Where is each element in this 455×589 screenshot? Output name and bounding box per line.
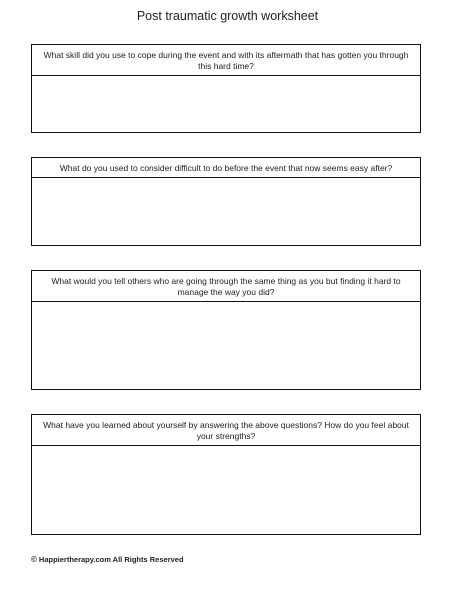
page-title: Post traumatic growth worksheet: [136, 9, 319, 23]
question-4-text: What have you learned about yourself by answering the above questions? How do you feel about your strengths?: [32, 415, 420, 446]
copyright-icon: ©: [31, 555, 37, 564]
answer-1-field[interactable]: [32, 76, 420, 132]
question-box-2: [31, 157, 421, 246]
question-1-text: What skill did you use to cope during the event and with its aftermath that has gotten you through this hard time?: [32, 45, 420, 76]
question-box-1: [31, 44, 421, 133]
question-box-4: [31, 414, 421, 535]
answer-4-field[interactable]: [32, 446, 420, 534]
footer: [31, 555, 184, 564]
answer-2-field[interactable]: [32, 178, 420, 245]
footer-text: Happiertherapy.com All Rights Reserved: [38, 555, 184, 564]
question-box-3: [31, 270, 421, 390]
question-2-text: What do you used to consider difficult to do before the event that now seems easy after?: [32, 158, 420, 178]
question-3-text: What would you tell others who are going through the same thing as you but finding it hard to manage the way you did?: [32, 271, 420, 302]
answer-3-field[interactable]: [32, 302, 420, 389]
